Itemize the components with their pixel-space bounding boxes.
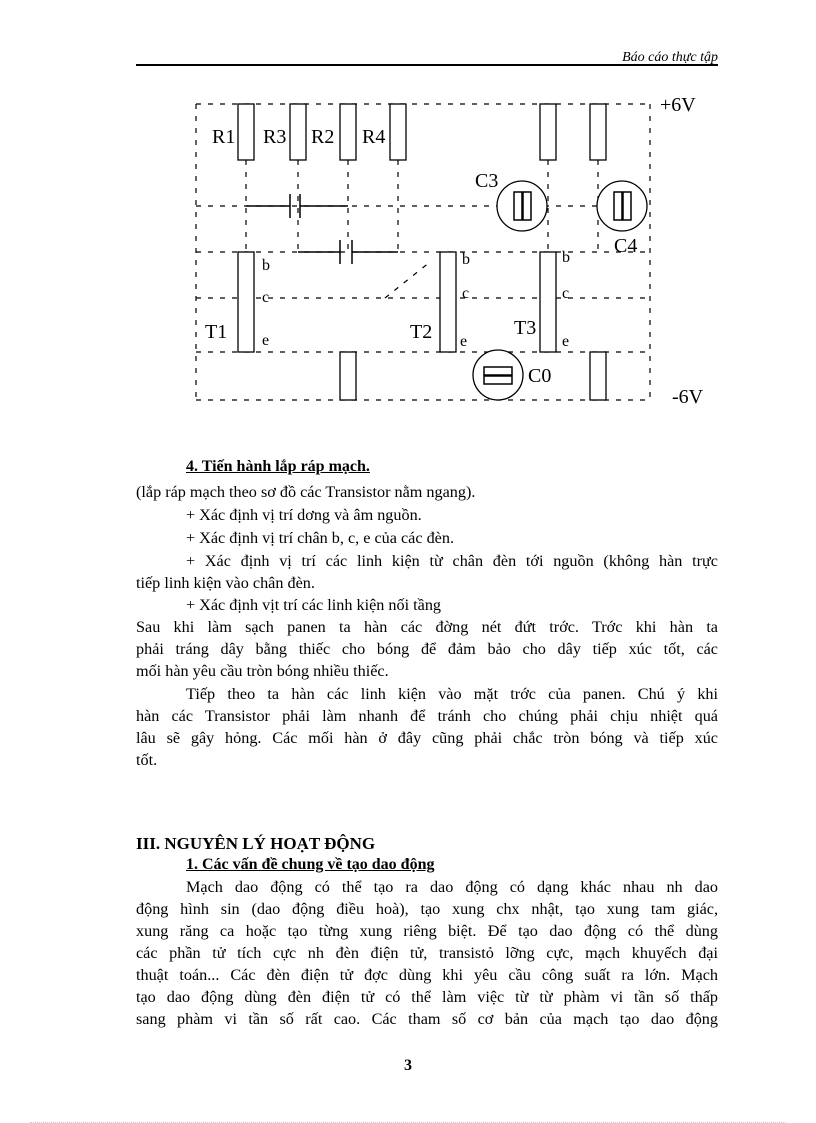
s3-line-6: tạo dao động dùng đèn điện tử có thể làm việc từ từ phàm vi tần số thấp	[136, 988, 718, 1006]
s4-line-6: + Xác định vịt trí các linh kiện nối tầng	[186, 596, 442, 614]
label-r1: R1	[212, 126, 236, 148]
header-title: Báo cáo thực tập	[622, 50, 718, 65]
resistor-bottom-2	[590, 352, 606, 400]
label-r3: R3	[263, 126, 287, 148]
s3-line-4: các phần tử tích cực nh đèn điện tử, transistỏ lỡng cực, mạch khuyếch đại	[136, 944, 718, 962]
transistor-t2-body	[440, 252, 456, 352]
s3-line-7: sang phàm vi tần số rất cao. Các tham số cơ bản của mạch tạo dao động	[136, 1010, 718, 1028]
t1-pin-c: c	[262, 289, 270, 306]
section3-heading: III. NGUYÊN LÝ HOẠT ĐỘNG	[136, 834, 376, 853]
label-c0: C0	[528, 365, 552, 387]
resistor-r6	[590, 104, 606, 160]
minus-label: -6V	[672, 386, 704, 408]
t3-pin-e: e	[562, 333, 570, 350]
s4-line-5: tiếp linh kiện vào chân đèn.	[136, 574, 315, 592]
s4-line-10: Tiếp theo ta hàn các linh kiện vào mặt trớc của panen. Chú ý khi	[186, 685, 718, 703]
circuit-diagram	[0, 0, 816, 440]
resistor-r2	[340, 104, 356, 160]
s3-line-3: xung răng ca hoặc tạo từng xung riêng biệt. Để tạo dao động có thể dùng	[136, 922, 718, 940]
transistor-t3-body	[540, 252, 556, 352]
s4-line-11: hàn các Transistor phải làm nhanh để tránh cho chúng phải chịu nhiệt quá	[136, 707, 718, 725]
resistor-r1	[238, 104, 254, 160]
section3-subheading: 1. Các vấn đề chung về tạo dao động	[186, 856, 435, 873]
s4-line-13: tốt.	[136, 751, 158, 769]
section4-heading: 4. Tiến hành lắp ráp mạch.	[186, 458, 370, 475]
resistor-r4	[390, 104, 406, 160]
s4-line-1: (lắp ráp mạch theo sơ đồ các Transistor nằm ngang).	[136, 483, 476, 501]
label-c3: C3	[475, 170, 499, 192]
t2-pin-e: e	[460, 333, 468, 350]
s4-line-2: + Xác định vị trí dơng và âm nguồn.	[186, 506, 422, 524]
t2-pin-c: c	[462, 285, 470, 302]
resistor-r5	[540, 104, 556, 160]
t2-pin-b: b	[462, 251, 470, 268]
transistor-t1-body	[238, 252, 254, 352]
label-t3: T3	[514, 317, 537, 339]
s4-line-3: + Xác định vị trí chân b, c, e của các đèn.	[186, 529, 455, 547]
label-r4: R4	[362, 126, 386, 148]
t1-pin-e: e	[262, 332, 270, 349]
t3-pin-c: c	[562, 285, 570, 302]
label-t1: T1	[205, 321, 228, 343]
label-r2: R2	[311, 126, 335, 148]
s3-line-2: động hình sin (dao động điều hoà), tạo xung chx nhật, tạo xung tam giác,	[136, 900, 718, 918]
s4-line-12: lâu sẽ gây hỏng. Các mối hàn ở đây cũng phải chắc tròn bóng và tiếp xúc	[136, 729, 718, 747]
resistor-bottom-1	[340, 352, 356, 400]
plus-label: +6V	[660, 94, 696, 116]
s4-line-8: phải tráng dây bằng thiếc cho bóng để đảm bảo cho dây tiếp xúc tốt, các	[136, 640, 718, 658]
s3-line-5: thuật toán... Các đèn điện tử đợc dùng khi yêu cầu công suất ra lớn. Mạch	[136, 966, 718, 984]
resistor-r3	[290, 104, 306, 160]
s4-line-7: Sau khi làm sạch panen ta hàn các đờng nét đứt trớc. Trớc khi hàn ta	[136, 618, 718, 636]
label-t2: T2	[410, 321, 433, 343]
s4-line-9: mối hàn yêu cầu tròn bóng nhiều thiếc.	[136, 662, 389, 680]
label-c4: C4	[614, 235, 638, 257]
t1-pin-b: b	[262, 257, 270, 274]
s4-line-4: + Xác định vị trí các linh kiện từ chân đèn tới nguồn (không hàn trực	[186, 552, 718, 570]
diag-link	[385, 262, 430, 298]
t3-pin-b: b	[562, 249, 570, 266]
page-number: 3	[404, 1057, 412, 1074]
s3-line-1: Mạch dao động có thể tạo ra dao động có dạng khác nhau nh dao	[186, 878, 718, 896]
